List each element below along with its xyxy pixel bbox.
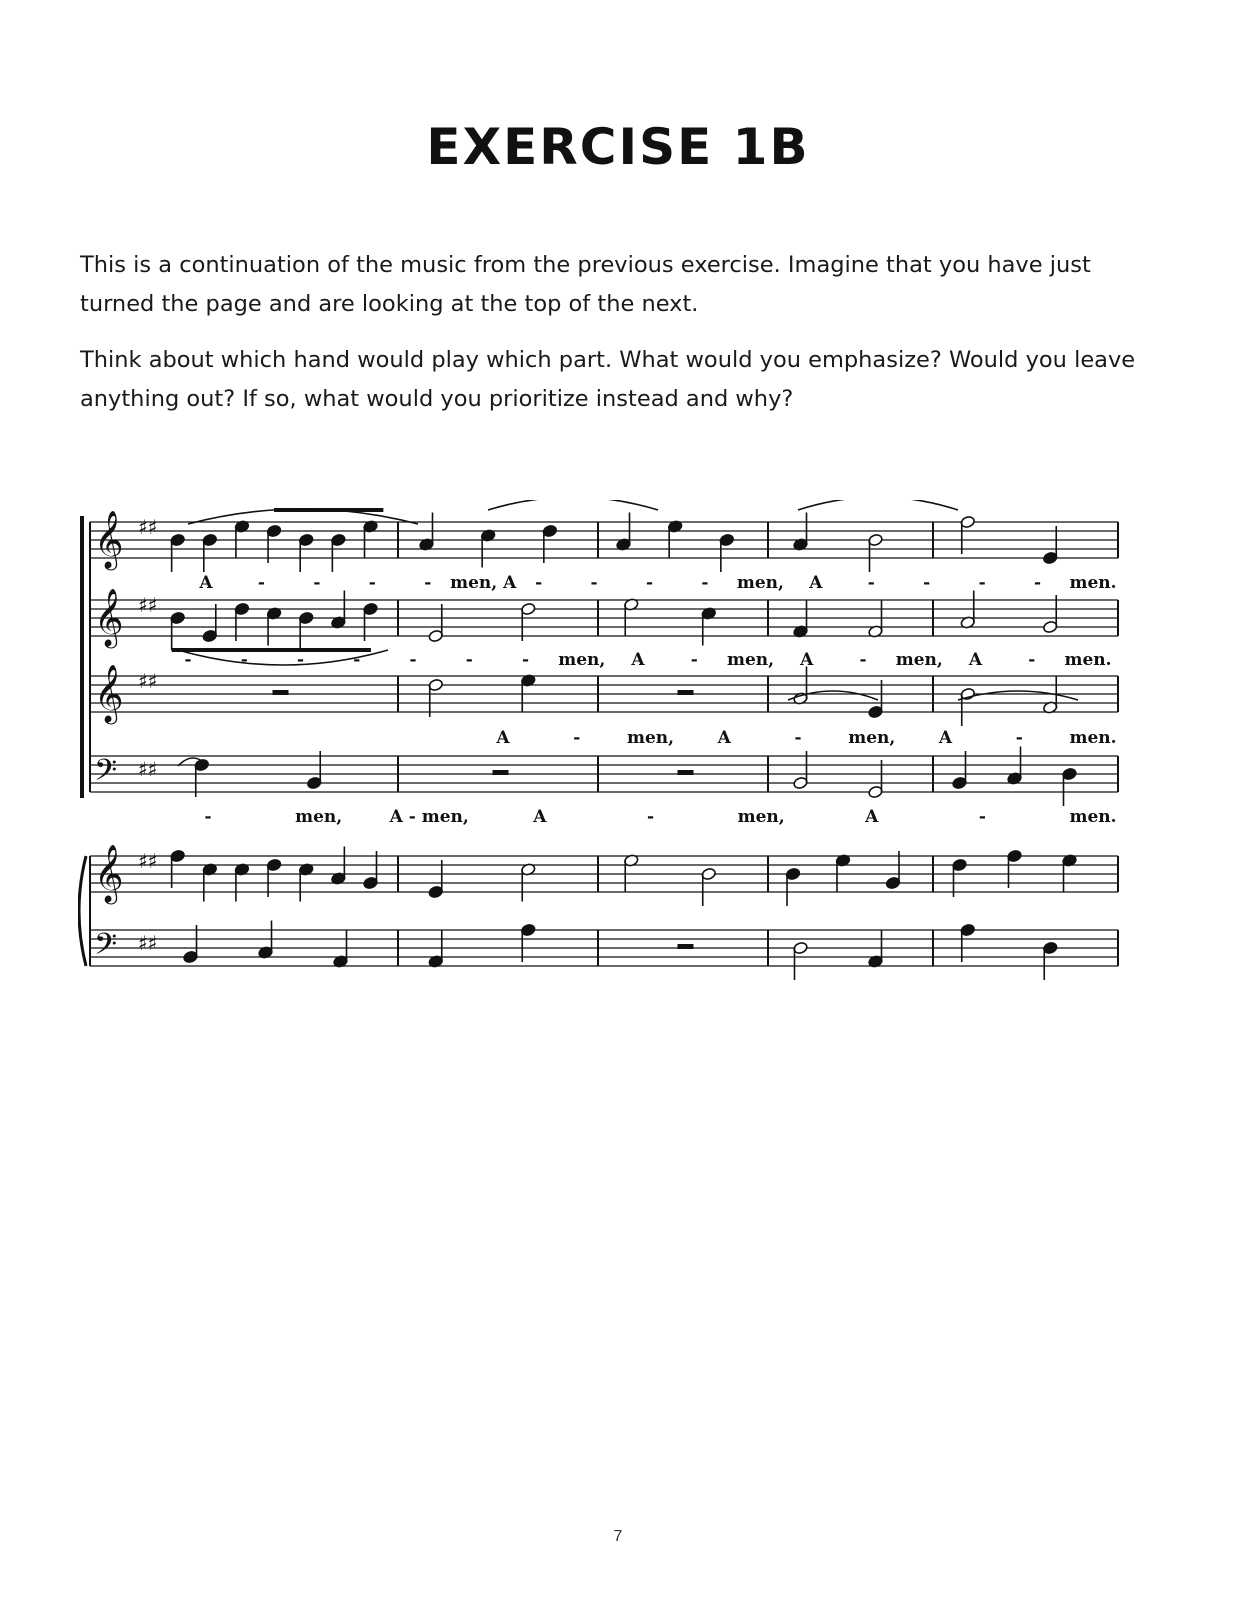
soprano-lyric: - [1034,573,1042,593]
soprano-lyric: - [867,573,875,593]
notation [94,500,1078,980]
beam [172,648,371,652]
piano-brace-curve [79,856,86,966]
alto-lyric: men. [1064,650,1112,670]
tenor-lyric: men, [626,728,675,748]
intro-paragraph: This is a continuation of the music from the previous exercise. Imagine that you have just turned the page and are looking at the top of the next. [80,252,1091,317]
alto-lyric: men, [726,650,775,670]
alto-lyric: - [409,650,417,670]
tenor-lyric: men, [848,728,896,748]
tenor-lyric: - [794,728,802,748]
alto-lyric: - [184,650,192,670]
bass-lyric: A [865,807,879,827]
soprano-lyric: - [923,573,931,593]
bass-lyric: A [533,807,547,827]
alto-lyric: - [296,650,305,670]
page-title: EXERCISE 1B [426,118,810,176]
soprano-lyric: A [809,573,823,593]
music-score [78,500,1128,1030]
bass-lyric: - [646,807,655,827]
soprano-lyric: men, [736,573,784,593]
soprano-lyric: A [199,573,213,593]
soprano-lyric: - [535,573,543,593]
alto-lyric: A [968,650,983,670]
key-signature: ♯♯ [138,931,158,955]
treble-clef: 𝄞 [94,844,124,902]
alto-lyric: - [521,650,530,670]
staff-lines [90,522,1118,966]
whole-rest [678,690,694,695]
whole-rest [678,770,694,775]
bass-clef: 𝄢 [94,928,118,969]
tenor-lyric: A [496,728,510,748]
soprano-lyric: - [645,573,654,593]
soprano-lyric: - [590,573,598,593]
alto-lyric: A [631,650,645,670]
instructions-paragraph: Think about which hand would play which part. What would you emphasize? Would you leave anything out? If so, what would you prioritize instead and why? [80,347,1136,412]
soprano-lyric: men, A [450,573,517,593]
alto-lyric: - [465,650,473,670]
tenor-lyric: - [1015,728,1023,748]
alto-lyric: - [1028,650,1036,670]
lyrics [184,573,1116,827]
alto-lyric: - [859,650,867,670]
barlines [79,516,1118,966]
soprano-lyric: - [701,573,709,593]
tenor-lyric: - [573,728,581,748]
whole-rest [273,690,289,695]
slur [798,500,958,510]
bass-lyric: men, [295,807,343,827]
soprano-lyric: men. [1069,573,1117,593]
soprano-lyric: - [257,573,265,593]
tenor-lyric: A [717,728,731,748]
whole-rest [493,770,509,775]
tenor-lyric: men. [1069,728,1117,748]
bass-clef: 𝄢 [94,754,118,795]
slur [958,691,1078,700]
page-number: 7 [613,1528,623,1545]
bass-lyric: men, [737,807,785,827]
key-signature: ♯♯ [138,849,158,873]
treble-clef: 𝄞 [94,510,124,568]
whole-rest [678,944,694,949]
soprano-lyric: - [424,573,432,593]
treble-clef: 𝄞 [94,664,124,722]
bass-lyric: A - men, [389,807,469,827]
alto-lyric: - [240,650,248,670]
bass-lyric: - [204,807,212,827]
key-signature: ♯♯ [138,757,158,781]
key-signature: ♯♯ [138,515,158,539]
bass-lyric: - [978,807,986,827]
alto-lyric: - [690,650,698,670]
key-signature: ♯♯ [138,669,158,693]
tenor-lyric: A [938,728,953,748]
alto-lyric: men, [895,650,943,670]
soprano-lyric: - [978,573,986,593]
treble-clef: 𝄞 [94,588,124,646]
key-signature: ♯♯ [138,593,158,617]
slur [488,500,658,510]
alto-lyric: men, [558,650,606,670]
alto-lyric: A [800,650,814,670]
soprano-lyric: - [313,573,321,593]
bass-lyric: men. [1069,807,1117,827]
soprano-lyric: - [368,573,376,593]
alto-lyric: - [353,650,361,670]
